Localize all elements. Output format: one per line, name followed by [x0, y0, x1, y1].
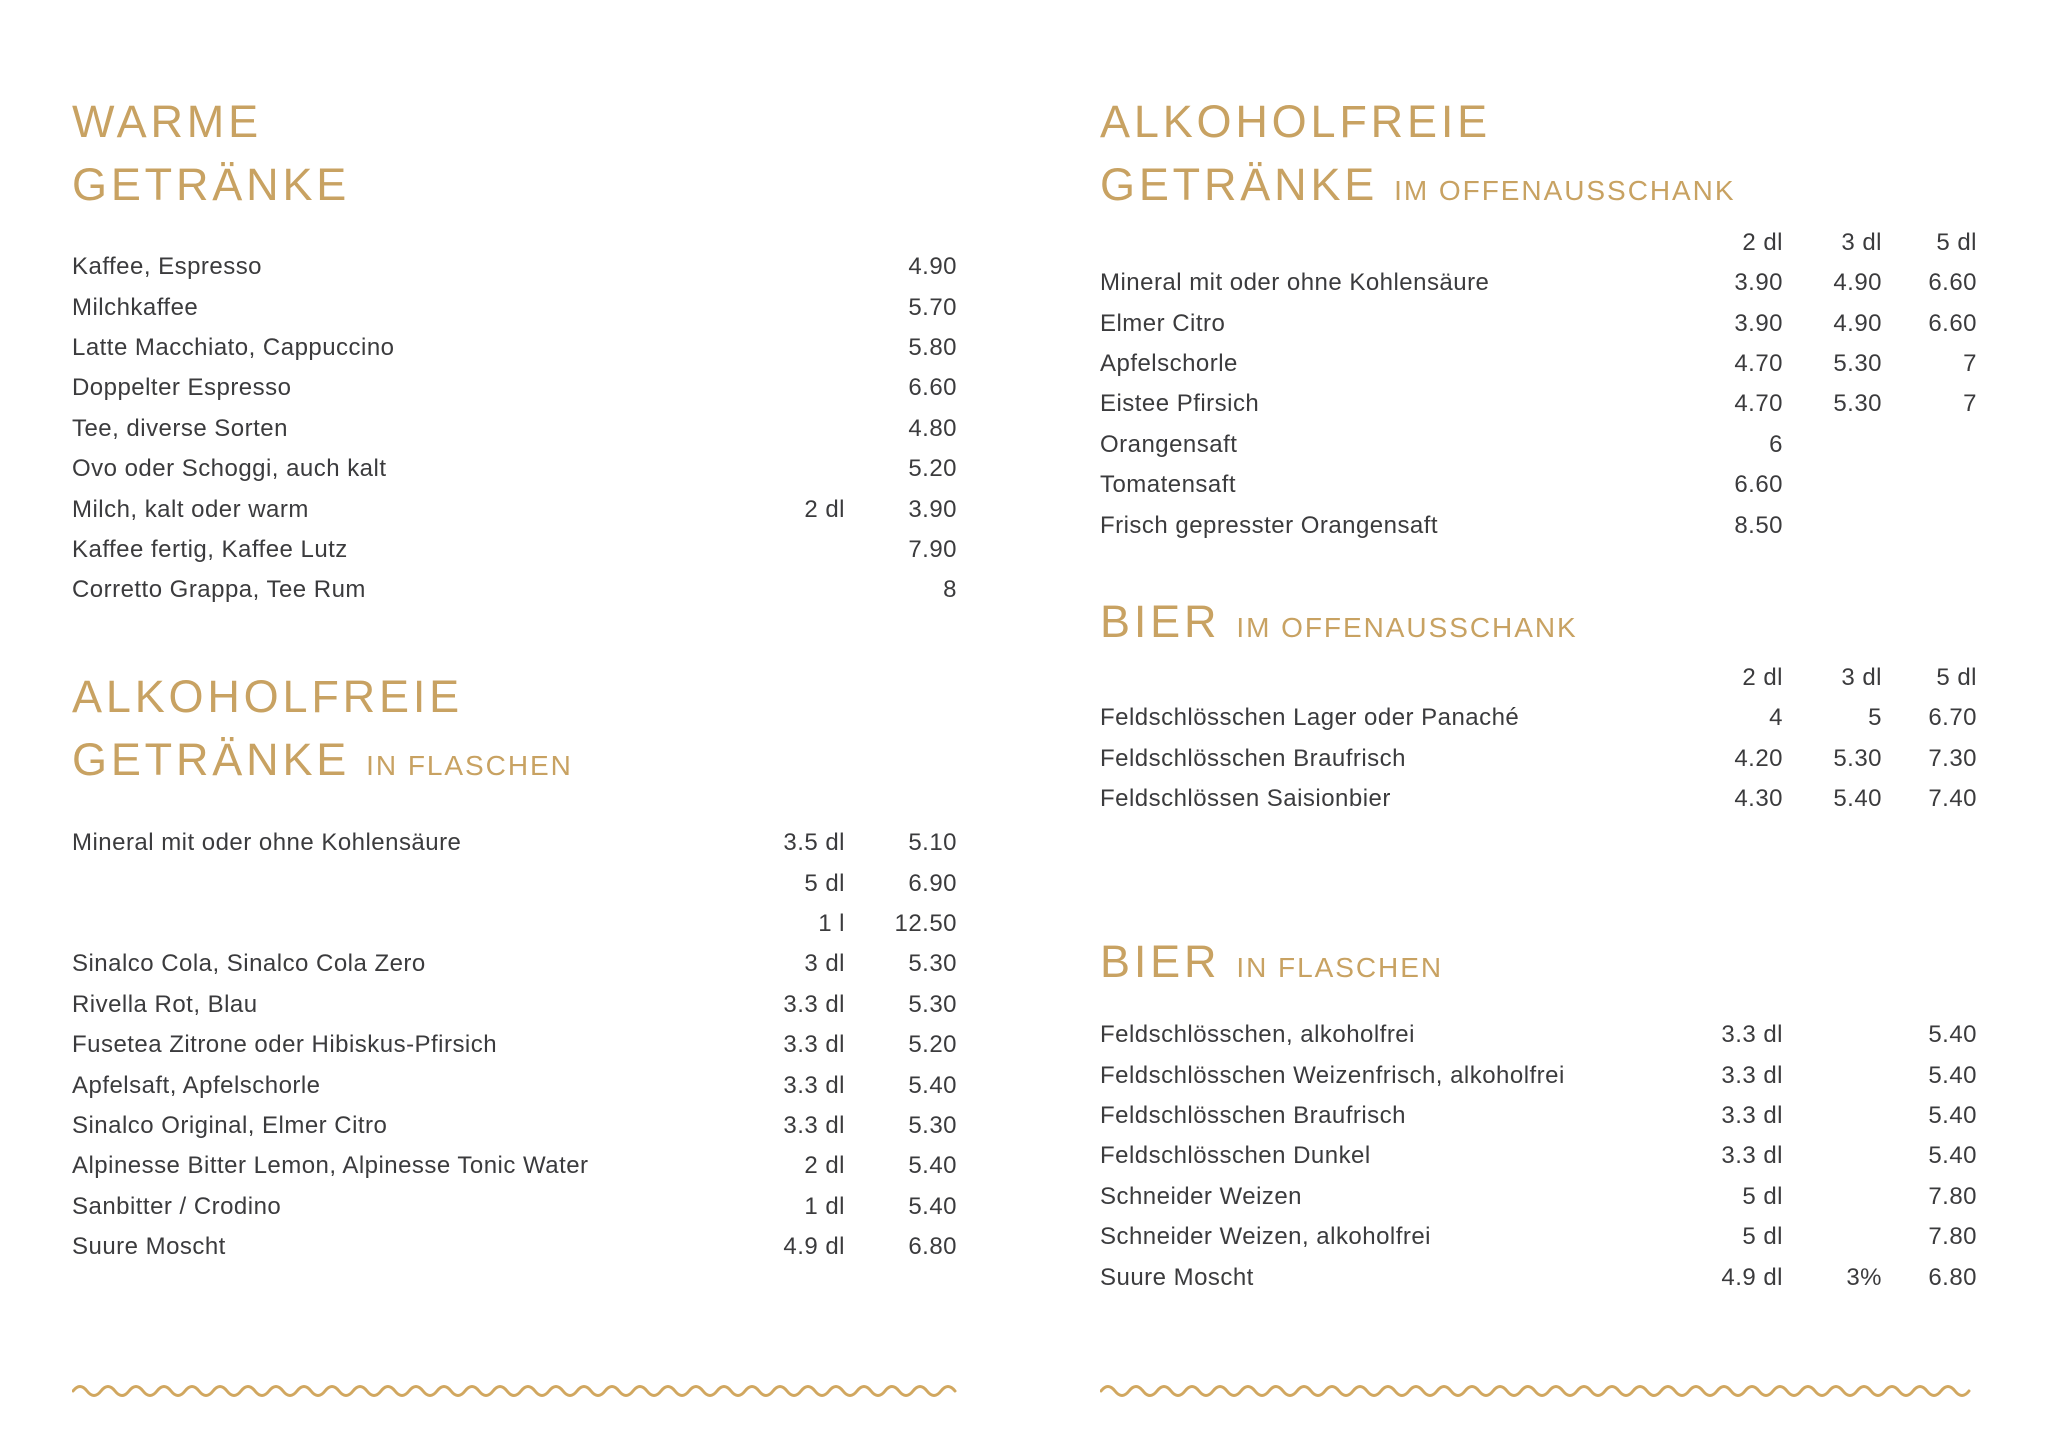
item-price-2dl: 4.20 [1734, 744, 1783, 772]
menu-item-row [72, 489, 957, 529]
section-subtitle: IM OFFENAUSSCHANK [1394, 175, 1736, 206]
item-size: 5 dl [1742, 1223, 1783, 1251]
menu-item-row [72, 985, 957, 1025]
item-price: 5.20 [908, 1031, 957, 1059]
item-name: Sinalco Cola, Sinalco Cola Zero [72, 950, 426, 978]
title-line: GETRÄNKE [72, 159, 351, 210]
item-price-2dl: 4.30 [1734, 784, 1783, 812]
section-subtitle: IN FLASCHEN [1236, 952, 1444, 983]
menu-item-row [72, 1106, 957, 1146]
title-line: GETRÄNKE [72, 734, 351, 785]
item-price: 12.50 [894, 909, 957, 937]
title-line: BIER [1100, 936, 1221, 987]
item-price-3dl: 5.40 [1833, 784, 1882, 812]
item-price: 4.80 [908, 414, 957, 442]
item-name: Milchkaffee [72, 293, 199, 321]
item-name: Schneider Weizen [1100, 1182, 1303, 1210]
item-size: 3.3 dl [1721, 1061, 1783, 1089]
title-line: GETRÄNKE [1100, 159, 1379, 210]
item-name: Mineral mit oder ohne Kohlensäure [1100, 269, 1490, 297]
item-price: 5.40 [908, 1071, 957, 1099]
section-title-bier-flaschen [1100, 930, 1443, 999]
item-name: Tomatensaft [1100, 471, 1237, 499]
item-price: 5.40 [1928, 1061, 1977, 1089]
wave-divider [1100, 1380, 1977, 1398]
col-header-5dl: 5 dl [1936, 664, 1977, 692]
menu-item-row [1100, 344, 1977, 384]
item-price-2dl: 4.70 [1734, 349, 1783, 377]
section-title-bier-offen [1100, 590, 1578, 659]
item-name: Feldschlösschen Weizenfrisch, alkoholfrei [1100, 1061, 1565, 1089]
item-size: 2 dl [804, 1152, 845, 1180]
menu-item-row [1100, 1177, 1977, 1217]
item-price: 6.80 [1928, 1263, 1977, 1291]
menu-item-row [72, 530, 957, 570]
item-name: Doppelter Espresso [72, 374, 292, 402]
item-price-3dl: 5.30 [1833, 744, 1882, 772]
item-price: 6.80 [908, 1233, 957, 1261]
section-subtitle: IN FLASCHEN [366, 750, 573, 781]
menu-item-row [72, 328, 957, 368]
menu-item-row [72, 1187, 957, 1227]
item-price-2dl: 3.90 [1734, 269, 1783, 297]
item-name: Eistee Pfirsich [1100, 390, 1260, 418]
item-price-5dl: 7 [1963, 390, 1977, 418]
item-price: 5.40 [1928, 1021, 1977, 1049]
menu-item-row [1100, 465, 1977, 505]
item-price-2dl: 4.70 [1734, 390, 1783, 418]
item-alcohol: 3% [1846, 1263, 1882, 1291]
item-name: Feldschlösschen Dunkel [1100, 1142, 1371, 1170]
size-column-headers [1100, 658, 1977, 698]
item-name: Latte Macchiato, Cappuccino [72, 333, 395, 361]
item-name: Kaffee fertig, Kaffee Lutz [72, 535, 348, 563]
item-name: Schneider Weizen, alkoholfrei [1100, 1223, 1431, 1251]
item-name: Milch, kalt oder warm [72, 495, 309, 523]
menu-item-row [72, 1227, 957, 1267]
item-name: Kaffee, Espresso [72, 253, 263, 281]
item-name: Tee, diverse Sorten [72, 414, 288, 442]
item-price-5dl: 7 [1963, 349, 1977, 377]
item-size: 1 dl [804, 1192, 845, 1220]
menu-item-row [72, 449, 957, 489]
bier-flaschen-list [1100, 1015, 1977, 1298]
item-price: 5.30 [908, 990, 957, 1018]
item-name: Fusetea Zitrone oder Hibiskus-Pfirsich [72, 1031, 498, 1059]
item-size: 3.3 dl [783, 1031, 845, 1059]
item-size: 2 dl [804, 495, 845, 523]
item-name: Alpinesse Bitter Lemon, Alpinesse Tonic Water [72, 1152, 589, 1180]
menu-item-row [1100, 1055, 1977, 1095]
menu-item-row [72, 863, 957, 903]
menu-item-row [72, 823, 957, 863]
menu-item-row [72, 1146, 957, 1186]
item-name: Ovo oder Schoggi, auch kalt [72, 455, 387, 483]
item-size: 1 l [818, 909, 845, 937]
title-line: BIER [1100, 596, 1221, 647]
menu-item-row [1100, 1136, 1977, 1176]
item-size: 3.5 dl [783, 829, 845, 857]
item-name: Orangensaft [1100, 430, 1238, 458]
item-name: Apfelschorle [1100, 349, 1238, 377]
item-price-5dl: 7.30 [1928, 744, 1977, 772]
section-title-alkoholfreie-flaschen [72, 665, 573, 797]
item-name: Feldschlösschen, alkoholfrei [1100, 1021, 1415, 1049]
item-price: 5.20 [908, 455, 957, 483]
item-name: Suure Moscht [72, 1233, 226, 1261]
item-price: 5.40 [1928, 1142, 1977, 1170]
item-price: 5.40 [908, 1152, 957, 1180]
menu-item-row [72, 944, 957, 984]
item-size: 4.9 dl [783, 1233, 845, 1261]
item-name: Feldschlösschen Braufrisch [1100, 1101, 1406, 1129]
menu-item-row [72, 570, 957, 610]
section-title-warme-getraenke [72, 90, 350, 216]
alkoholfreie-offen-list [1100, 263, 1977, 546]
item-price-5dl: 6.60 [1928, 269, 1977, 297]
menu-item-row [72, 409, 957, 449]
item-size: 3.3 dl [783, 1071, 845, 1099]
item-name: Sanbitter / Crodino [72, 1192, 282, 1220]
col-header-2dl: 2 dl [1742, 229, 1783, 257]
menu-item-row [1100, 1015, 1977, 1055]
item-name: Corretto Grappa, Tee Rum [72, 576, 366, 604]
item-size: 5 dl [804, 869, 845, 897]
item-price: 7.80 [1928, 1182, 1977, 1210]
item-price-2dl: 6 [1769, 430, 1783, 458]
item-name: Rivella Rot, Blau [72, 990, 258, 1018]
item-name: Apfelsaft, Apfelschorle [72, 1071, 321, 1099]
menu-item-row [1100, 1096, 1977, 1136]
menu-item-row [1100, 505, 1977, 545]
item-price-2dl: 6.60 [1734, 471, 1783, 499]
col-header-3dl: 3 dl [1841, 229, 1882, 257]
item-price-3dl: 5.30 [1833, 349, 1882, 377]
section-subtitle: IM OFFENAUSSCHANK [1236, 612, 1578, 643]
item-price-5dl: 6.60 [1928, 309, 1977, 337]
alkoholfreie-flaschen-list [72, 823, 957, 1267]
col-header-5dl: 5 dl [1936, 229, 1977, 257]
item-name: Feldschlösschen Braufrisch [1100, 744, 1406, 772]
wave-divider [72, 1380, 957, 1398]
item-price: 6.60 [908, 374, 957, 402]
item-price-3dl: 4.90 [1833, 309, 1882, 337]
menu-item-row [1100, 384, 1977, 424]
item-price: 5.30 [908, 950, 957, 978]
item-price: 4.90 [908, 253, 957, 281]
menu-item-row [1100, 1217, 1977, 1257]
item-price: 7.80 [1928, 1223, 1977, 1251]
item-price: 7.90 [908, 535, 957, 563]
menu-item-row [1100, 738, 1977, 778]
item-name: Suure Moscht [1100, 1263, 1254, 1291]
item-price: 8 [943, 576, 957, 604]
menu-item-row [72, 904, 957, 944]
item-price-2dl: 8.50 [1734, 511, 1783, 539]
bier-offen-list [1100, 698, 1977, 819]
item-price: 5.40 [1928, 1101, 1977, 1129]
menu-item-row [1100, 698, 1977, 738]
item-name: Mineral mit oder ohne Kohlensäure [72, 829, 462, 857]
menu-item-row [72, 1065, 957, 1105]
item-price-5dl: 7.40 [1928, 784, 1977, 812]
item-size: 3 dl [804, 950, 845, 978]
col-header-2dl: 2 dl [1742, 664, 1783, 692]
item-size: 4.9 dl [1721, 1263, 1783, 1291]
title-line: WARME [72, 96, 262, 147]
item-size: 3.3 dl [1721, 1142, 1783, 1170]
item-price-3dl: 5.30 [1833, 390, 1882, 418]
item-name: Elmer Citro [1100, 309, 1226, 337]
menu-item-row [1100, 425, 1977, 465]
title-line: ALKOHOLFREIE [72, 671, 464, 722]
item-price: 5.40 [908, 1192, 957, 1220]
item-price: 5.10 [908, 829, 957, 857]
menu-item-row [1100, 263, 1977, 303]
section-title-alkoholfreie-offen [1100, 90, 1736, 222]
item-price-5dl: 6.70 [1928, 704, 1977, 732]
menu-item-row [1100, 779, 1977, 819]
item-price: 3.90 [908, 495, 957, 523]
menu-item-row [1100, 1257, 1977, 1297]
item-price: 5.30 [908, 1111, 957, 1139]
warme-getraenke-list [72, 247, 957, 611]
col-header-3dl: 3 dl [1841, 664, 1882, 692]
item-name: Sinalco Original, Elmer Citro [72, 1111, 388, 1139]
item-size: 3.3 dl [1721, 1021, 1783, 1049]
menu-item-row [72, 1025, 957, 1065]
item-price: 6.90 [908, 869, 957, 897]
item-price-2dl: 4 [1769, 704, 1783, 732]
item-size: 5 dl [1742, 1182, 1783, 1210]
item-size: 3.3 dl [783, 990, 845, 1018]
menu-item-row [1100, 303, 1977, 343]
item-price-3dl: 4.90 [1833, 269, 1882, 297]
size-column-headers [1100, 223, 1977, 263]
item-name: Frisch gepresster Orangensaft [1100, 511, 1439, 539]
item-price-3dl: 5 [1868, 704, 1882, 732]
item-size: 3.3 dl [1721, 1101, 1783, 1129]
item-name: Feldschlössen Saisionbier [1100, 784, 1391, 812]
item-name: Feldschlösschen Lager oder Panaché [1100, 704, 1520, 732]
item-price: 5.70 [908, 293, 957, 321]
item-price-2dl: 3.90 [1734, 309, 1783, 337]
menu-item-row [72, 368, 957, 408]
item-size: 3.3 dl [783, 1111, 845, 1139]
title-line: ALKOHOLFREIE [1100, 96, 1492, 147]
item-price: 5.80 [908, 333, 957, 361]
menu-item-row [72, 247, 957, 287]
menu-item-row [72, 287, 957, 327]
